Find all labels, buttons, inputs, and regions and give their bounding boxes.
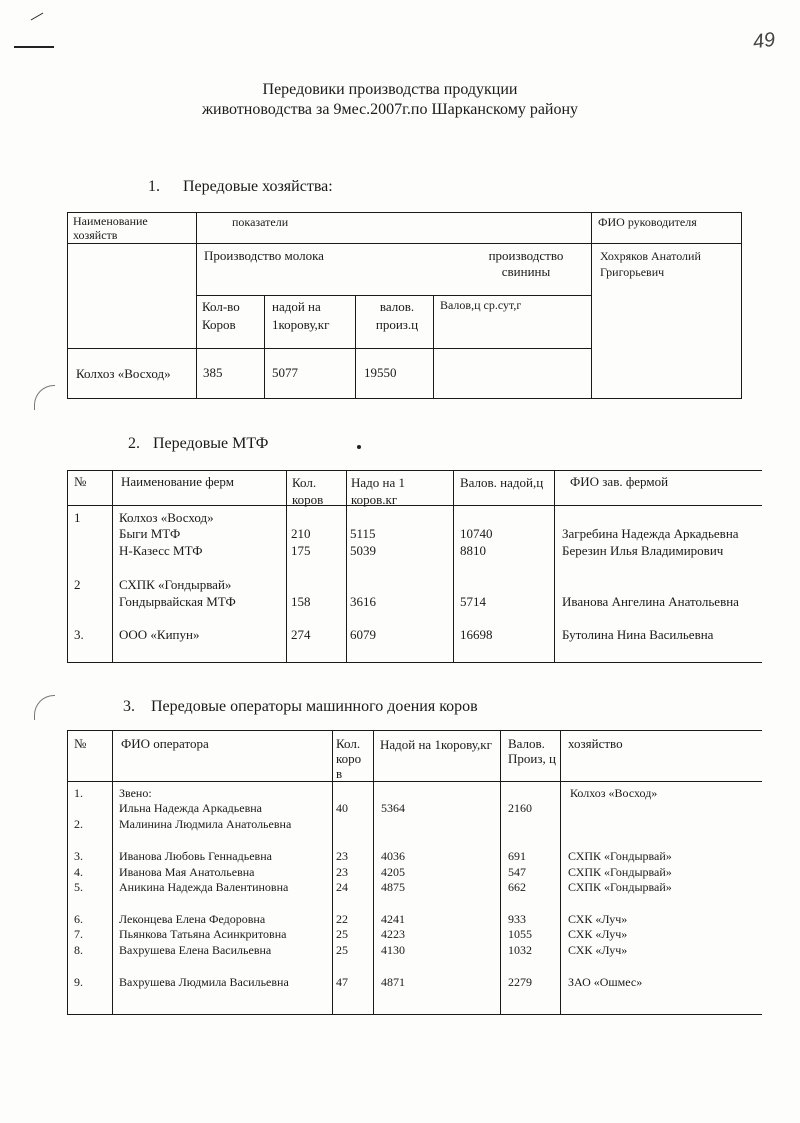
s3-row-num: 8. bbox=[74, 943, 83, 957]
s3-row-num: 9. bbox=[74, 975, 83, 989]
s2-row-cows: 175 bbox=[291, 543, 311, 558]
s2-row-gross: 10740 bbox=[460, 526, 493, 541]
s3-row-farm: ЗАО «Ошмес» bbox=[568, 975, 643, 989]
s1-row-yield: 5077 bbox=[272, 365, 298, 380]
document-title-line1: Передовики производства продукции bbox=[262, 81, 518, 98]
s2-row-cows: 210 bbox=[291, 526, 311, 541]
s2-row-yield: 5115 bbox=[350, 526, 376, 541]
punch-hole-mark bbox=[34, 695, 55, 720]
s3-row-name: Ильна Надежда Аркадьевна bbox=[119, 801, 262, 815]
s3-row-cows: 25 bbox=[336, 943, 348, 957]
s2-header-num: № bbox=[74, 474, 87, 489]
s3-row-farm: СХК «Луч» bbox=[568, 912, 628, 926]
s2-row-yield: 3616 bbox=[350, 594, 376, 609]
s1-header-farm: Наименование хозяйств bbox=[73, 214, 148, 242]
s3-header-yield: Надой на 1корову,кг bbox=[380, 737, 492, 752]
s1-manager-name: Хохряков Анатолий Григорьевич bbox=[600, 249, 701, 279]
s1-header-pork: производство свинины bbox=[488, 248, 564, 279]
s3-header-num: № bbox=[74, 736, 87, 751]
section2-heading: Передовые МТФ bbox=[153, 435, 269, 452]
s2-row-gross: 16698 bbox=[460, 627, 493, 642]
s3-row-yield: 4036 bbox=[381, 849, 405, 863]
s2-row-gross: 8810 bbox=[460, 543, 486, 558]
s2-row-cows: 158 bbox=[291, 594, 311, 609]
document-title-line2: животноводства за 9мес.2007г.по Шарканскому району bbox=[201, 101, 579, 118]
s3-row-name: Аникина Надежда Валентиновна bbox=[119, 880, 289, 894]
s3-row-farm: Колхоз «Восход» bbox=[570, 786, 658, 800]
s3-row-farm: СХПК «Гондырвай» bbox=[568, 880, 672, 894]
s1-header-yield: надой на 1корову,кг bbox=[272, 299, 330, 332]
section1-heading: Передовые хозяйства: bbox=[183, 178, 333, 195]
s3-row-num: 2. bbox=[74, 817, 83, 831]
s3-row-yield: 4223 bbox=[381, 927, 405, 941]
s2-row-manager: Березин Илья Владимирович bbox=[562, 543, 724, 558]
s1-row-cows: 385 bbox=[203, 365, 223, 380]
s3-row-name: Иванова Мая Анатольевна bbox=[119, 865, 255, 879]
s3-row-gross: 1032 bbox=[508, 943, 532, 957]
s1-header-cows: Кол-во Коров bbox=[202, 299, 240, 332]
s3-header-cows: Кол. коро в bbox=[336, 736, 362, 781]
section1-number: 1. bbox=[148, 178, 160, 195]
s2-header-yield: Надо на 1 коров.кг bbox=[351, 475, 405, 507]
section3-heading: Передовые операторы машинного доения коров bbox=[151, 698, 478, 715]
s3-row-name: Вахрушева Елена Васильевна bbox=[119, 943, 272, 957]
page-number: 49 bbox=[751, 28, 777, 54]
s1-header-manager: ФИО руководителя bbox=[598, 215, 697, 229]
stray-dot bbox=[357, 445, 361, 449]
s2-row-manager: Загребина Надежда Аркадьевна bbox=[562, 526, 739, 541]
s3-row-num: 4. bbox=[74, 865, 83, 879]
s3-row-cows: 47 bbox=[336, 975, 348, 989]
s3-row-gross: 662 bbox=[508, 880, 526, 894]
s1-header-pork-gross: Валов,ц ср.сут,г bbox=[440, 298, 522, 312]
s3-row-yield: 4871 bbox=[381, 975, 405, 989]
s3-row-cows: 23 bbox=[336, 849, 348, 863]
margin-stroke bbox=[14, 46, 54, 48]
s3-row-gross: 691 bbox=[508, 849, 526, 863]
s3-row-num: 5. bbox=[74, 880, 83, 894]
s2-row-num: 3. bbox=[74, 627, 84, 642]
s2-row-num: 2 bbox=[74, 577, 81, 592]
s2-row-cows: 274 bbox=[291, 627, 311, 642]
s2-header-farm: Наименование ферм bbox=[121, 474, 234, 489]
s2-row-name: Быги МТФ bbox=[119, 526, 181, 541]
s3-row-gross: 933 bbox=[508, 912, 526, 926]
s2-header-manager: ФИО зав. фермой bbox=[570, 474, 669, 489]
s3-row-num: 6. bbox=[74, 912, 83, 926]
s2-row-yield: 6079 bbox=[350, 627, 376, 642]
s3-row-name: Вахрушева Людмила Васильевна bbox=[119, 975, 289, 989]
s3-row-name: Малинина Людмила Анатольевна bbox=[119, 817, 292, 831]
s2-row-name: Колхоз «Восход» bbox=[119, 510, 214, 525]
s2-row-num: 1 bbox=[74, 510, 81, 525]
s1-header-gross: валов. произ.ц bbox=[375, 299, 419, 332]
s3-row-num: 1. bbox=[74, 786, 83, 800]
s3-row-farm: СХПК «Гондырвай» bbox=[568, 849, 672, 863]
s2-row-gross: 5714 bbox=[460, 594, 486, 609]
s2-row-manager: Иванова Ангелина Анатольевна bbox=[562, 594, 739, 609]
s3-row-farm: СХК «Луч» bbox=[568, 927, 628, 941]
s3-row-name: Иванова Любовь Геннадьевна bbox=[119, 849, 272, 863]
s3-row-cows: 23 bbox=[336, 865, 348, 879]
s2-header-gross: Валов. надой,ц bbox=[460, 475, 544, 490]
s3-row-name: Звено: bbox=[119, 786, 152, 800]
s3-row-yield: 4130 bbox=[381, 943, 405, 957]
s3-header-farm: хозяйство bbox=[568, 736, 623, 751]
s3-row-gross: 547 bbox=[508, 865, 526, 879]
punch-hole-mark bbox=[34, 385, 55, 410]
s3-row-gross: 2160 bbox=[508, 801, 532, 815]
s3-row-cows: 24 bbox=[336, 880, 348, 894]
s3-row-cows: 25 bbox=[336, 927, 348, 941]
s1-header-milk: Производство молока bbox=[204, 248, 324, 263]
s3-row-farm: СХПК «Гондырвай» bbox=[568, 865, 672, 879]
s2-row-name: ООО «Кипун» bbox=[119, 627, 200, 642]
s3-row-yield: 4875 bbox=[381, 880, 405, 894]
s1-row-gross: 19550 bbox=[364, 365, 397, 380]
s3-row-yield: 4241 bbox=[381, 912, 405, 926]
margin-stroke-small bbox=[31, 13, 44, 21]
s2-row-name: Н-Казесс МТФ bbox=[119, 543, 203, 558]
s2-row-name: СХПК «Гондырвай» bbox=[119, 577, 232, 592]
s2-row-name: Гондырвайская МТФ bbox=[119, 594, 236, 609]
s3-row-yield: 5364 bbox=[381, 801, 405, 815]
section2-number: 2. bbox=[128, 435, 140, 452]
s2-row-manager: Бутолина Нина Васильевна bbox=[562, 627, 714, 642]
s3-header-operator: ФИО оператора bbox=[121, 736, 209, 751]
s3-row-farm: СХК «Луч» bbox=[568, 943, 628, 957]
s3-row-name: Леконцева Елена Федоровна bbox=[119, 912, 266, 926]
section3-number: 3. bbox=[123, 698, 135, 715]
s3-row-num: 7. bbox=[74, 927, 83, 941]
s3-header-gross: Валов. Произ, ц bbox=[508, 736, 556, 766]
s3-row-gross: 1055 bbox=[508, 927, 532, 941]
s2-header-cows: Кол. коров bbox=[292, 475, 324, 507]
s1-row-farm: Колхоз «Восход» bbox=[76, 366, 171, 381]
s3-row-num: 3. bbox=[74, 849, 83, 863]
s3-row-cows: 22 bbox=[336, 912, 348, 926]
s3-row-gross: 2279 bbox=[508, 975, 532, 989]
s1-header-indicators: показатели bbox=[232, 215, 289, 229]
s2-row-yield: 5039 bbox=[350, 543, 376, 558]
s3-row-cows: 40 bbox=[336, 801, 348, 815]
s3-row-yield: 4205 bbox=[381, 865, 405, 879]
s3-row-name: Пьянкова Татьяна Асинкритовна bbox=[119, 927, 287, 941]
